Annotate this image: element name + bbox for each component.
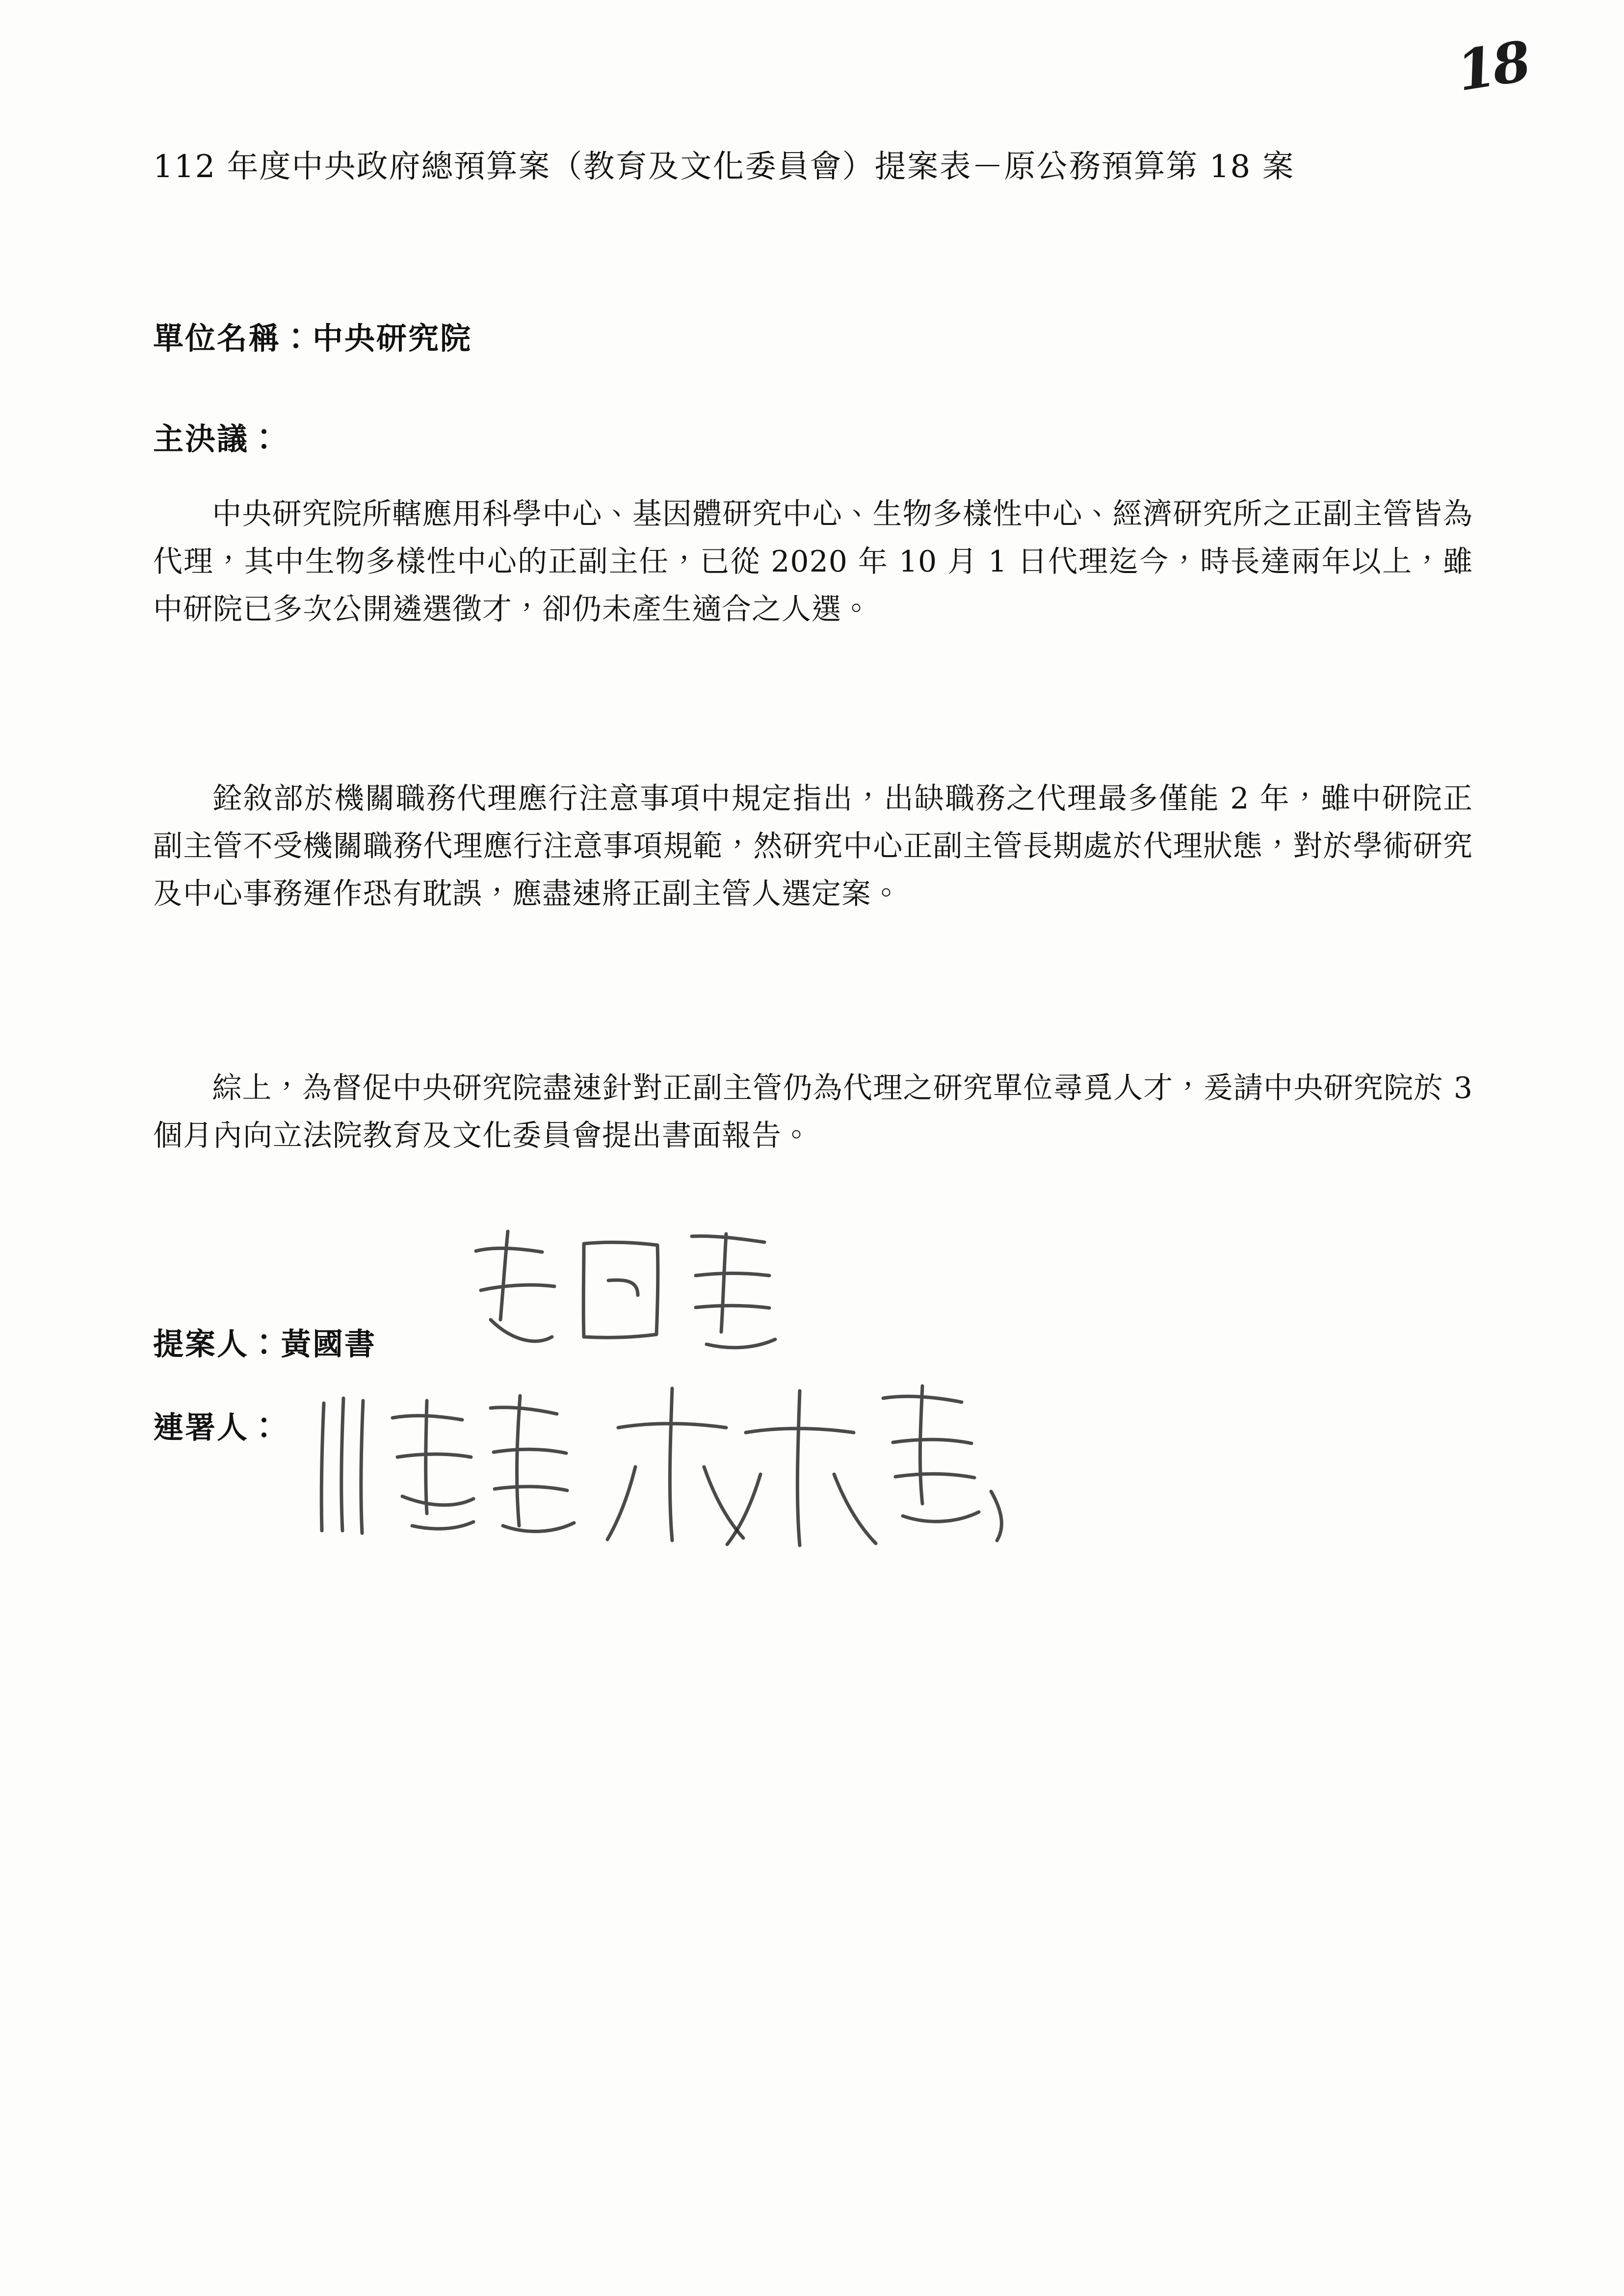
resolution-paragraph-3 [153,1065,1473,1160]
paragraph-1-text: 中央研究院所轄應用科學中心、基因體研究中心、生物多樣性中心、經濟研究所之正副主管皆為代理，其中生物多樣性中心的正副主任，已從 2020 年 10 月 1 日代理迄今，時長達兩年以上，雖中研院已多次公開遴選徵才，卻仍未產生適合之人選。 [153,497,1473,627]
paragraph-3-text: 綜上，為督促中央研究院盡速針對正副主管仍為代理之研究單位尋覓人才，爰請中央研究院於 3 個月內向立法院教育及文化委員會提出書面報告。 [153,1071,1473,1153]
paragraph-2-text: 銓敘部於機關職務代理應行注意事項中規定指出，出缺職務之代理最多僅能 2 年，雖中研院正副主管不受機關職務代理應行注意事項規範，然研究中心正副主管長期處於代理狀態，對於學術研究及中心事務運作恐有耽誤，應盡速將正副主管人選定案。 [153,782,1473,912]
resolution-paragraph-2 [153,775,1473,918]
main-resolution-label: 主決議： [153,421,281,457]
cosigner-label: 連署人： [153,1409,281,1445]
handwritten-signature-cosigner-1 [309,1383,594,1550]
resolution-paragraph-1 [153,491,1473,634]
page-title: 112 年度中央政府總預算案（教育及文化委員會）提案表－原公務預算第 18 案 [153,149,1295,185]
handwritten-signature-cosigner-2 [599,1369,1021,1555]
unit-name-label: 單位名稱：中央研究院 [153,320,472,356]
handwritten-signature-proposer [461,1222,805,1369]
handwritten-page-number: 18 [1452,29,1533,104]
proposer-label: 提案人：黃國書 [153,1326,377,1362]
